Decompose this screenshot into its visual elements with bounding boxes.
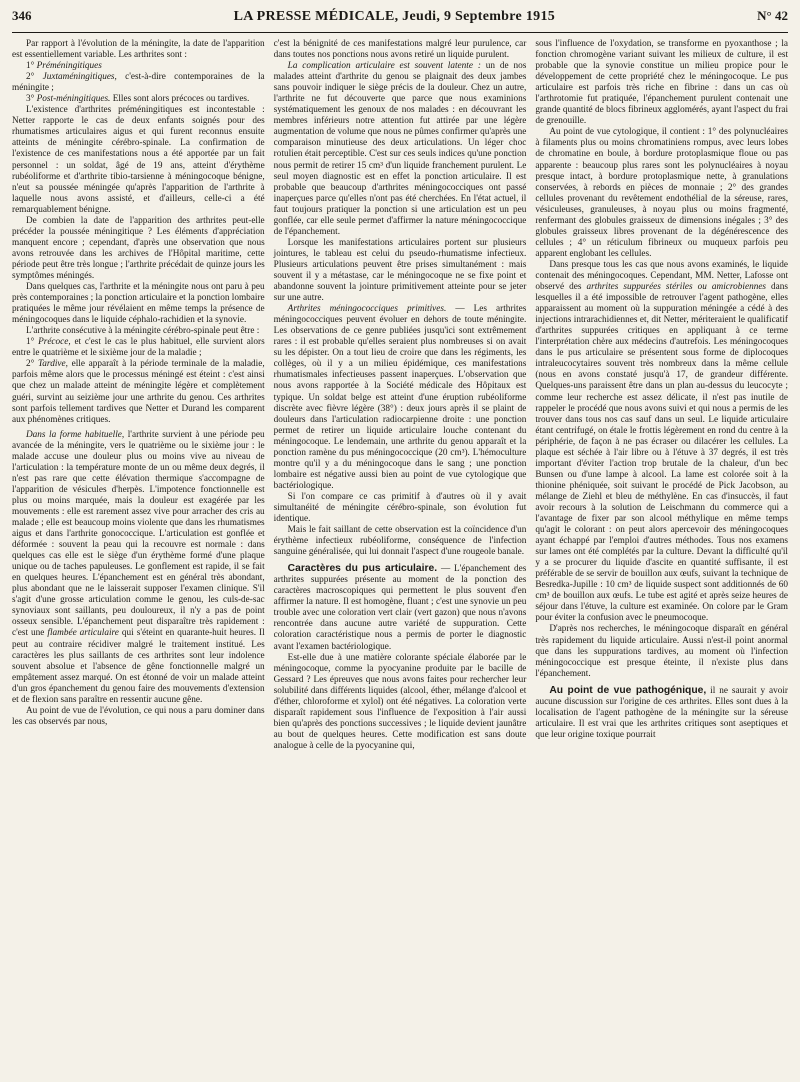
- paragraph: Si l'on compare ce cas primitif à d'autres où il y avait simultanéité de méningite cérébro-spinale, son évolution fut identique.: [273, 491, 527, 525]
- list-item: 3° Post-méningitiques. Elles sont alors précoces ou tardives.: [26, 94, 250, 105]
- column-3: [535, 39, 788, 752]
- list-item: 1° Précoce, et c'est le cas le plus habituel, elle survient alors entre le quatrième et le sixième jour de la maladie ;: [12, 337, 265, 359]
- section-heading: Au point de vue pathogénique,: [549, 684, 707, 696]
- section-paragraph: Caractères du pus articulaire. — L'épanchement des arthrites suppurées présente au moment de la ponction des caractères macroscopiques qui permettent le plus souvent d'en affirmer la nature. Il est homogène, fluant ; c'est une synovie un peu trouble avec une coloration vert clair (vert gazon) que nous n'avons rencontrée dans aucune autre variété de suppuration. Cette coloration caractéristique nous a permis de porter le diagnostic avant l'examen bactériologique.: [273, 563, 527, 652]
- paragraph: sous l'influence de l'oxydation, se transforme en pyoxanthose ; la fonction chromogène variant suivant les milieux de culture, il est probable que la synovie constitue un milieu propice pour le développement de cette propriété chez le méningocoque. Le pus articulaire est parfois très riche en fibrine : dans un cas où l'arthrotomie fut pratiquée, l'épanchement purulent contenait une grande quantité de blocs fibrineux agglomérés, ayant l'aspect du frai de grenouille.: [535, 39, 789, 127]
- paragraph: L'arthrite consécutive à la méningite cérébro-spinale peut être :: [26, 326, 260, 337]
- list-item: 2° Juxtaméningitiques, c'est-à-dire contemporaines de la méningite ;: [12, 72, 265, 94]
- paragraph: Lorsque les manifestations articulaires portent sur plusieurs jointures, le tableau est celui du pseudo-rhumatisme infectieux. Plusieurs articulations peuvent être prises simultanément : mais souvent il y a métastase, car le méningocoque ne se fixe point et abandonne souvent la jointure primitivement atteinte pour se jeter sur une autre.: [273, 237, 527, 304]
- paragraph: c'est la bénignité de ces manifestations malgré leur purulence, car dans toutes nos ponctions nous avons retiré un liquide purulent.: [273, 39, 527, 61]
- section-paragraph: Au point de vue pathogénique, il ne saurait y avoir aucune discussion sur l'origine de ces arthrites. Elles sont dues à la localisation de l'agent pathogène de la méningite sur la séreuse articulaire. Il est vrai que les arthrites critiques sont aseptiques et que leur origine toxique pourrait: [535, 684, 789, 740]
- section-heading: Caractères du pus articulaire.: [287, 563, 438, 575]
- masthead-title: LA PRESSE MÉDICALE, Jeudi, 9 Septembre 1915: [233, 9, 556, 24]
- paragraph: Arthrites méningococciques primitives. — Les arthrites méningococciques peuvent évoluer en dehors de toute méningite. Les observations de ce genre publiées jusqu'ici sont extrêmement rares : il est probable qu'elles seraient plus nombreuses si on avait su les dépister. On a tout lieu de croire que dans les régiments, les collèges, où il y a un milieu épidémique, ces manifestations rhumatismales infectieuses passent inaperçues. L'observation que nous avons rapportée à la Société médicale des Hôpitaux est typique. Un soldat belge est atteint d'une éruption rubéoliforme discrète avec fièvre légère (38°) : deux jours après il se plaint de douleurs dans l'articulation radiocarpienne droite : une ponction permet de retirer un liquide articulaire louche contenant du méningocoque. Le lendemain, une arthrite du genou apparaît et la ponction ramène du pus méningococcique (20 cm³). L'hémoculture montre qu'il y a du méningocoque dans le sang ; une ponction lombaire est négative aussi bien au point de vue cytologique que bactériologique.: [273, 304, 527, 491]
- paragraph: La complication articulaire est souvent latente : un de nos malades atteint d'arthrite du genou se plaignait des deux jambes sans pouvoir indiquer le siège précis de la douleur. Chez un autre, l'arthrite ne fut découverte que parce que nous examinions systématiquement les genoux de nos malades : en découvrant les membres inférieurs notre attention fut attirée par une légère augmentation de volume que nous ne pûmes confirmer qu'après une comparaison minutieuse des deux articulations. Un léger choc rotulien était perceptible. C'est sur ces seuls indices qu'une ponction nous permit de retirer 15 cm³ d'un liquide franchement purulent. Le seul moyen diagnostic est en effet la ponction articulaire. Il est probable que beaucoup d'arthrites méningococciques ont passé inaperçues parce qu'elles n'ont pas été cherchées. En l'état actuel, il faut toujours pratiquer la ponction si une articulation est un peu gonflée, car elle seule permet d'affirmer la nature méningococcique de l'épanchement.: [273, 61, 527, 237]
- list-item: 1° Préméningitiques: [26, 61, 102, 72]
- paragraph: D'après nos recherches, le méningocoque disparaît en général très rapidement du liquide articulaire. Aussi n'est-il point anormal que dans les suppurations tardives, au moment où l'infection méningococcique est presque éteinte, il n'existe plus dans l'épanchement.: [535, 624, 789, 679]
- column-1: [12, 39, 265, 752]
- paragraph: L'existence d'arthrites préméningitiques est incontestable : Netter rapporte le cas de deux enfants soignés pour des rhumatismes articulaires aigus et qui furent reconnus ensuite atteints de méningite cérébro-spinale. La confirmation de l'existence de ces manifestations nous a été apportée par un fait personnel : un soldat, âgé de 19 ans, atteint d'érythème rubéoliforme et d'arthrite tibio-tarsienne à méningocoque bénigne, n'eut sa poussée méningée qu'après l'apparition de l'arthrite à laquelle nous avons assisté, et d'ailleurs, celle-ci a été remarquablement bénigne.: [12, 105, 265, 215]
- paragraph: Mais le fait saillant de cette observation est la coïncidence d'un érythème infectieux rubéoliforme, conséquence de l'infection sanguine généralisée, qui lui donnait l'aspect d'une rougeole banale.: [273, 525, 527, 558]
- paragraph: Est-elle due à une matière colorante spéciale élaborée par le méningocoque, comme la pyocyanine produite par le bacille de Gessard ? Les épreuves que nous avons faites pour rechercher leur solubilité dans différents liquides (alcool, éther, mélange d'alcool et d'éther, chloroforme et xylol) ont été négatives. La coloration verte disparaît rapidement sous l'influence de l'exposition à l'air aussi bien qu'après des ponctions successives ; le liquide devient jaunâtre au bout de quelques heures. Cette modification est sans doute analogue à celle de la pyocyanine qui,: [273, 652, 527, 751]
- paragraph: Dans presque tous les cas que nous avons examinés, le liquide contenait des méningocoques. Cependant, MM. Netter, Lafosse ont observé des arthrites suppurées stériles ou amicrobiennes dans lesquelles il a été impossible de retrouver l'agent pathogène, elles apparaissent au moment où la suppuration méningée a cédé à des injections intrarachidiennes et, dit Netter, mériteraient le qualificatif d'arthrites suppurées critiques en appliquant à ce terme l'interprétation chère aux médecins d'autrefois. Les méningocoques dans le pus articulaire se présentent sous forme de diplocoques intraleucocytaires souvent très nombreux dans la même cellule (nous en avons constaté jusqu'à 17, de grandeur différente. Quelques-uns paraissent être dans un plan au-dessus du leucocyte ; comme leur recherche est assez délicate, il n'est pas inutile de rappeler le procédé que nous avons suivi et qui nous a permis de les trouver dans tous nos cas sauf dans un seul. Le liquide articulaire étant centrifugé, on étale le frottis légèrement en rond du centre à la périphérie, de façon à ne pas écraser ou dilacérer les cellules. La plaque est séchée à l'air libre ou à l'étuve à 37 degrés, il est très important d'éviter l'action trop brutale de la chaleur, d'un bec Bunsen ou d'une lampe à alcool. La lame est colorée soit à la thionine phéniquée, soit suivant le procédé de Pick Jacobson, au mélange de Ziehl et bleu de méthylène. En cas d'insuccès, il faut avoir recours à la solution de Leischmann du commerce qui a l'avantage de fixer par son alcool méthylique en même temps qu'agit le colorant : on peut alors apercevoir des méningocoques ayant échappé par l'emploi d'autres méthodes. Tous nos examens sur lames ont été complétés par la culture. Devant la difficulté qu'il y a se procurer du liquide d'ascite en quantité suffisante, il est préférable de se servir de bouillon aux œufs, suivant la technique de Besredka-Jupille : 10 cm³ de liquide suspect sont additionnés de 60 cm³ de bouillon aux œufs. Le tube est agité et après seize heures de séjour dans l'étuve, la culture est examinée. On colore par le Gram pour éviter la confusion avec le pneumocoque.: [535, 259, 789, 624]
- paragraph: Au point de vue cytologique, il contient : 1° des polynucléaires à filaments plus ou moins chromatiniens rompus, avec leurs lobes de chromatine en boule, à bordure protoplasmique floue ou pas apparente : beaucoup plus rares sont les polynucléaires à noyau presque intact, à bordure protoplasmique nette, à granulations conservées, à rebords en pièces de monnaie ; 2° des grandes cellules provenant du revêtement endothélial de la séreuse, rares, vésiculeuses, granuleuses, à noyau plus ou moins fragmenté, renfermant des globules graisseux de dimensions inégales ; 3° des globules graisseux libres provenant de la dégénérescence des cellules ; 4° un réticulum fibrineux ou muqueux parfois peu apparent englobant les cellules.: [535, 127, 789, 259]
- column-2: [274, 39, 527, 752]
- list-item: 2° Tardive, elle apparaît à la période terminale de la maladie, parfois même alors que le processus méningé est éteint : c'est ainsi que chez un malade atteint de méningite légère et complètement guéri, survint au seizième jour une arthrite du genou. Ces arthrites sont parfois tellement tardives que Netter et Durand les comparent aux phénomènes critiques.: [12, 359, 265, 425]
- page-number: 346: [12, 8, 32, 23]
- page-header: [12, 8, 788, 28]
- paragraph: Dans la forme habituelle, l'arthrite survient à une période peu avancée de la méningite, vers le quatrième ou le sixième jour : le malade accuse une douleur plus ou moins vive au niveau de l'articulation : la température monte de un ou même deux degrés, il n'est pas rare que cette élévation thermique s'accompagne de l'apparition de vésicules d'herpès. L'impotence fonctionnelle est plus ou moins marquée, mais la douleur est exagérée par les mouvements : elle est rarement assez vive pour arracher des cris au malade ; elle est beaucoup moins violente que dans les rhumatismes aigus et dans l'arthrite gonococcique. L'articulation est gonflée et déformée : souvent la peau qui la recouvre est normale : dans quelques cas elle est le siège d'un érythème formé d'une plaque unique ou de taches papuleuses. Le gonflement est rapide, il se fait en quelques heures. L'épanchement est en général très abondant, plus abondant que ne le laisserait supposer l'examen clinique. S'il s'agit d'une grosse articulation comme le genou, les culs-de-sac synoviaux sont saillants, peu douloureux, il n'y a pas de point osseux sensible. L'épanchement peut disparaître très rapidement : c'est une flambée articulaire qui s'éteint en quarante-huit heures. Il peut au contraire récidiver malgré le traitement institué. Les caractères les plus saillants de ces arthrites sont leur indolence souvent absolue et l'absence de gêne fonctionnelle malgré un empâtement assez marqué. On est étonné de voir un malade atteint d'un gros épanchement du genou faire des mouvements d'extension et de flexion sans paraître en ressentir aucune gêne.: [12, 429, 265, 705]
- article-columns: [12, 39, 788, 752]
- paragraph: De combien la date de l'apparition des arthrites peut-elle précéder la poussée méningitique ? Les éléments d'appréciation manquent encore ; cependant, d'après une observation que nous avons retrouvée dans les archives de l'Hôpital maritime, cette période peut être très longue ; l'arthrite précédait de quinze jours les symptômes méningés.: [12, 215, 265, 281]
- issue-number: N° 42: [757, 8, 788, 23]
- header-rule: [12, 32, 788, 33]
- paragraph: Par rapport à l'évolution de la méningite, la date de l'apparition est essentiellement variable. Les arthrites sont :: [12, 39, 265, 61]
- paragraph: Dans quelques cas, l'arthrite et la méningite nous ont paru à peu près contemporaines ; la ponction articulaire et la ponction lombaire pratiquées le même jour révélaient en même temps la présence de méningocoques dans le liquide céphalo-rachidien et la synovie.: [12, 282, 265, 326]
- paragraph: Au point de vue de l'évolution, ce qui nous a paru dominer dans les cas observés par nous,: [12, 705, 265, 727]
